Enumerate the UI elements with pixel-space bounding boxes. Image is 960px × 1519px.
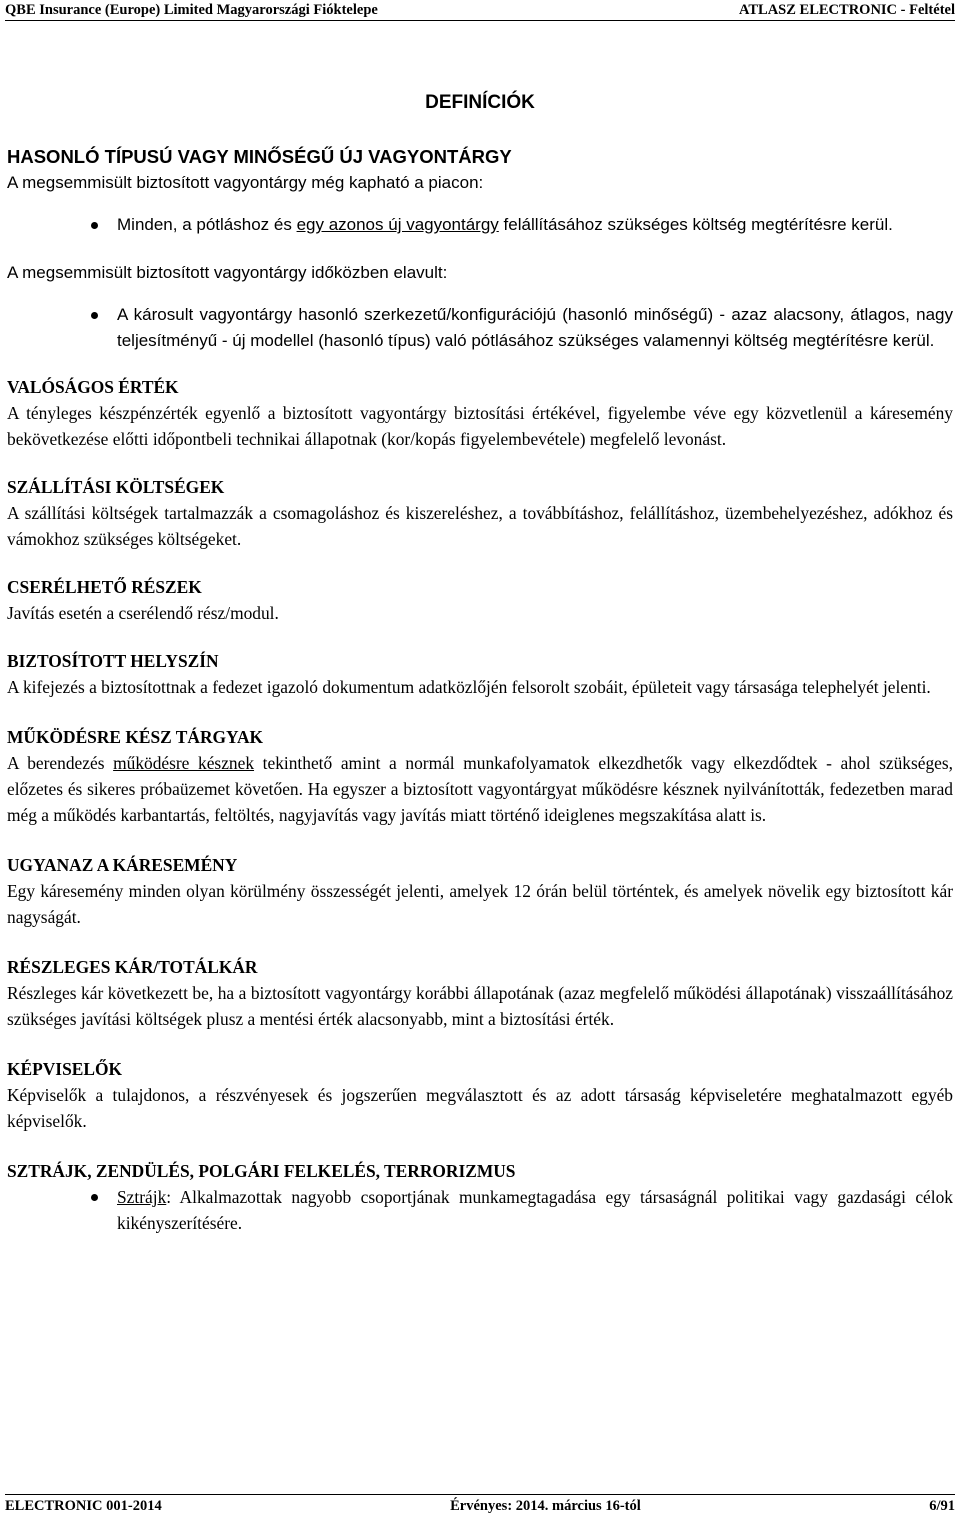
section-heading: CSERÉLHETŐ RÉSZEK bbox=[7, 577, 202, 597]
section-text: Képviselők a tulajdonos, a részvényesek és jogszerűen megválasztott és az adott társaság képviseletére meghatalmazott egyéb képviselők. bbox=[7, 1085, 953, 1131]
bullet-item: A károsult vagyontárgy hasonló szerkezetű/konfigurációjú (hasonló minőségű) - azaz alacsony, átlagos, nagy teljesítményű - új modellel (hasonló típus) való pótlásához szükséges valamennyi költség megtérítésre kerül. bbox=[7, 302, 953, 354]
header-company: QBE Insurance (Europe) Limited Magyarországi Fióktelepe bbox=[5, 1, 378, 18]
page-header bbox=[5, 0, 955, 21]
section-text: A tényleges készpénzérték egyenlő a biztosított vagyontárgy biztosítási értékével, figyelembe véve egy közvetlenül a káresemény bekövetkezése előtti időpontbeli technikai állapotnak (kor/kopás figyelembevétele) megfelelő levonást. bbox=[7, 403, 953, 449]
section-heading: UGYANAZ A KÁRESEMÉNY bbox=[7, 855, 238, 875]
footer-validity: Érvényes: 2014. március 16-tól bbox=[450, 1497, 641, 1514]
section-heading: MŰKÖDÉSRE KÉSZ TÁRGYAK bbox=[7, 727, 264, 747]
section-heading: SZTRÁJK, ZENDÜLÉS, POLGÁRI FELKELÉS, TERRORIZMUS bbox=[7, 1161, 516, 1181]
bullet-dot-icon bbox=[91, 222, 98, 229]
section-intro: A megsemmisült biztosított vagyontárgy időközben elavult: bbox=[7, 263, 448, 282]
section-heading: BIZTOSÍTOTT HELYSZÍN bbox=[7, 651, 219, 671]
section-text: A szállítási költségek tartalmazzák a csomagoláshoz és kiszereléshez, a továbbításhoz, felállításhoz, üzembehelyezéshez, adókhoz és vámokhoz szükséges költségeket. bbox=[7, 503, 953, 549]
page-footer bbox=[5, 1494, 955, 1517]
section-intro: A megsemmisült biztosított vagyontárgy még kapható a piacon: bbox=[7, 173, 484, 192]
section-text: Részleges kár következett be, ha a biztosított vagyontárgy korábbi állapotának (azaz megfelelő működési állapotának) visszaállításához szükséges javítási költségek plusz a mentési érték alacsonyabb, mint a biztosítási érték. bbox=[7, 983, 953, 1029]
document-title: DEFINÍCIÓK bbox=[425, 92, 535, 113]
bullet-item: Minden, a pótláshoz és egy azonos új vagyontárgy felállításához szükséges költség megtérítésre kerül. bbox=[7, 212, 953, 238]
bullet-dot-icon bbox=[91, 312, 98, 319]
section-text: A berendezés működésre késznek tekinthető amint a normál munkafolyamatok elkezdhetők vagy elkezdődtek - ahol szükséges, előzetes és sikeres próbaüzemet követően. Ha egyszer a biztosított vagyontárgyat működésre késznek nyilvánították, fedezetben marad még a működés karbantartás, feltöltés, nagyjavítás vagy javítás miatt történő ideiglenes megszakítása alatt is. bbox=[7, 753, 953, 825]
bullet-dot-icon bbox=[91, 1194, 98, 1201]
bullet-item: Sztrájk: Alkalmazottak nagyobb csoportjának munkamegtagadása egy társaságnál politikai vagy gazdasági célok kikényszerítésére. bbox=[7, 1184, 953, 1236]
section-text: Egy káresemény minden olyan körülmény összességét jelenti, amelyek 12 órán belül történtek, és amelyek növelik egy biztosított kár nagyságát. bbox=[7, 881, 953, 927]
section-text: Javítás esetén a cserélendő rész/modul. bbox=[7, 603, 279, 623]
definitions-content bbox=[7, 144, 953, 1236]
section-heading: VALÓSÁGOS ÉRTÉK bbox=[7, 377, 179, 397]
section-heading: SZÁLLÍTÁSI KÖLTSÉGEK bbox=[7, 477, 225, 497]
section-heading: KÉPVISELŐK bbox=[7, 1059, 123, 1079]
footer-page-number: 6/91 bbox=[929, 1497, 955, 1514]
footer-document-code: ELECTRONIC 001-2014 bbox=[5, 1497, 162, 1514]
header-document: ATLASZ ELECTRONIC - Feltétel bbox=[738, 1, 955, 18]
section-heading: RÉSZLEGES KÁR/TOTÁLKÁR bbox=[7, 957, 258, 977]
section-text: A kifejezés a biztosítottnak a fedezet igazoló dokumentum adatközlőjén felsorolt szobáit, épületeit vagy társasága telephelyét jelenti. bbox=[7, 677, 931, 697]
section-heading: HASONLÓ TÍPUSÚ VAGY MINŐSÉGŰ ÚJ VAGYONTÁRGY bbox=[7, 146, 512, 167]
